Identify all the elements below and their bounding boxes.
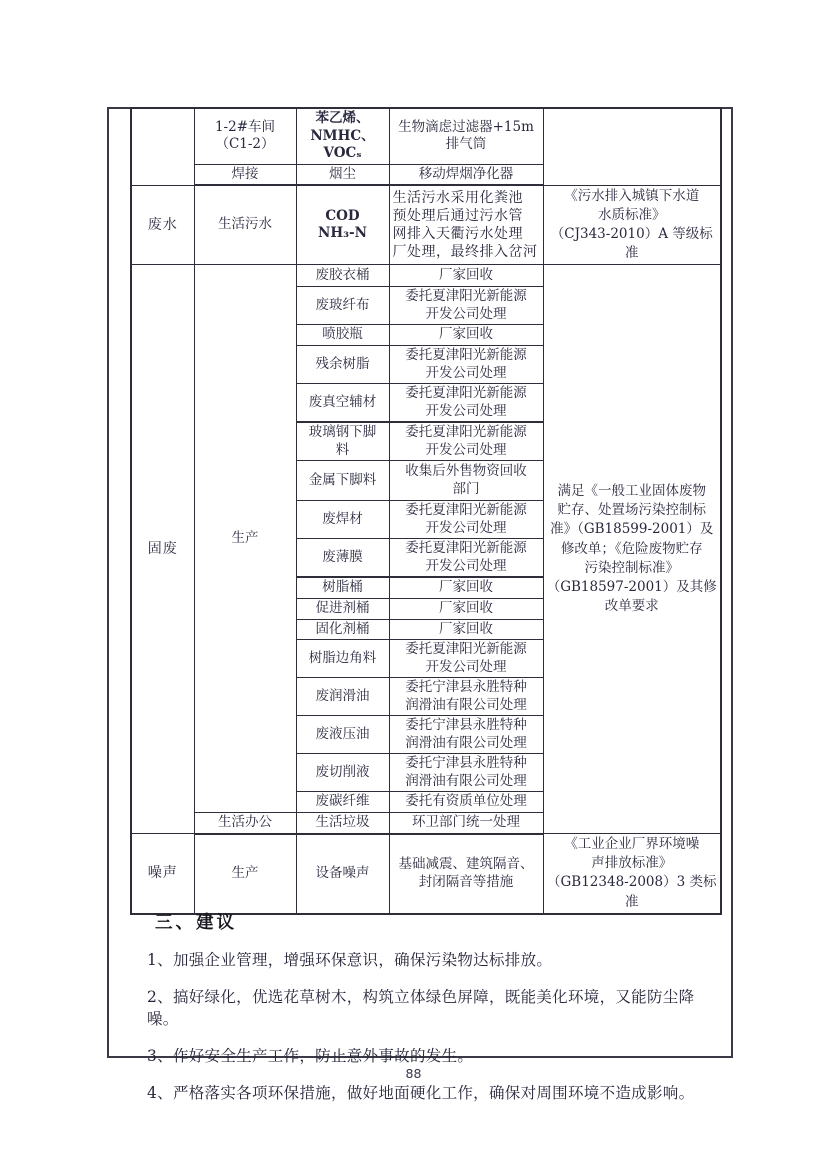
suggestion-item-4: 4、严格落实各项环保措施，做好地面硬化工作，确保对周围环境不造成影响。 [147, 1084, 695, 1102]
pollutant-cell: COD NH₃-N [296, 185, 389, 265]
waste-measure-cell: 委托夏津阳光新能源 开发公司处理 [389, 501, 543, 539]
waste-item-cell: 废润滑油 [296, 678, 389, 716]
source-cell: 生活办公 [194, 812, 296, 833]
standard-cell: 满足《一般工业固体废物 贮存、处置场污染控制标 准》（GB18599-2001）及 修改单；《危险废物贮存 污染控制标准》 （GB18597-2001）及其修 改单要求 [543, 265, 721, 834]
suggestions-heading: 三、建议 [155, 913, 237, 933]
waste-item-cell: 生活垃圾 [296, 812, 389, 833]
pollutant-cell: 烟尘 [296, 164, 389, 185]
waste-measure-cell: 环卫部门统一处理 [389, 812, 543, 833]
pollutant-cell: 设备噪声 [296, 834, 389, 914]
waste-measure-cell: 委托夏津阳光新能源 开发公司处理 [389, 287, 543, 325]
measure-cell: 生物滴虑过滤器+15m 排气筒 [389, 108, 543, 164]
waste-measure-cell: 收集后外售物资回收 部门 [389, 461, 543, 501]
source-cell: 生活污水 [194, 185, 296, 265]
waste-item-cell: 树脂边角料 [296, 640, 389, 678]
waste-item-cell: 废薄膜 [296, 539, 389, 578]
waste-measure-cell: 委托有资质单位处理 [389, 792, 543, 813]
category-cell: 固废 [131, 265, 194, 834]
table-row [131, 185, 721, 265]
waste-item-cell: 残余树脂 [296, 345, 389, 383]
waste-measure-cell: 委托宁津县永胜特种 润滑油有限公司处理 [389, 754, 543, 792]
measure-cell: 基础减震、建筑隔音、 封闭隔音等措施 [389, 834, 543, 914]
waste-item-cell: 废焊材 [296, 501, 389, 539]
waste-measure-cell: 厂家回收 [389, 619, 543, 640]
page-number: 88 [405, 1066, 422, 1081]
source-cell: 生产 [194, 265, 296, 813]
waste-item-cell: 废玻纤布 [296, 287, 389, 325]
standard-cell: 《工业企业厂界环境噪 声排放标准》 （GB12348-2008）3 类标 准 [543, 834, 721, 914]
waste-item-cell: 废液压油 [296, 716, 389, 754]
table-row [131, 108, 721, 164]
category-cell: 噪声 [131, 834, 194, 914]
waste-measure-cell: 委托夏津阳光新能源 开发公司处理 [389, 384, 543, 423]
waste-measure-cell: 委托宁津县永胜特种 润滑油有限公司处理 [389, 716, 543, 754]
waste-measure-cell: 厂家回收 [389, 577, 543, 598]
waste-item-cell: 固化剂桶 [296, 619, 389, 640]
standard-cell: 《污水排入城镇下水道 水质标准》 （CJ343-2010）A 等级标 准 [543, 185, 721, 265]
waste-item-cell: 树脂桶 [296, 577, 389, 598]
waste-item-cell: 促进剂桶 [296, 598, 389, 619]
suggestion-item-1: 1、加强企业管理，增强环保意识，确保污染物达标排放。 [147, 951, 553, 969]
waste-measure-cell: 委托夏津阳光新能源 开发公司处理 [389, 345, 543, 383]
measure-cell: 生活污水采用化粪池 预处理后通过污水管 网排入天衢污水处理 厂处理，最终排入岔河 [389, 185, 543, 265]
source-cell: 生产 [194, 834, 296, 914]
waste-measure-cell: 委托宁津县永胜特种 润滑油有限公司处理 [389, 678, 543, 716]
category-cell: 废水 [131, 185, 194, 265]
waste-measure-cell: 委托夏津阳光新能源 开发公司处理 [389, 539, 543, 578]
suggestions-section [109, 897, 731, 1118]
waste-item-cell: 金属下脚料 [296, 461, 389, 501]
table-row [131, 265, 721, 287]
waste-measure-cell: 委托夏津阳光新能源 开发公司处理 [389, 422, 543, 461]
waste-measure-cell: 委托夏津阳光新能源 开发公司处理 [389, 640, 543, 678]
waste-item-cell: 玻璃钢下脚 料 [296, 422, 389, 461]
waste-item-cell: 废胶衣桶 [296, 265, 389, 287]
waste-item-cell: 废切削液 [296, 754, 389, 792]
measure-cell: 移动焊烟净化器 [389, 164, 543, 185]
waste-measure-cell: 厂家回收 [389, 598, 543, 619]
waste-item-cell: 废真空辅材 [296, 384, 389, 423]
pollution-control-table [130, 107, 722, 915]
pollutant-cell: 苯乙烯、 NMHC、 VOCₛ [296, 108, 389, 164]
suggestion-item-3: 3、作好安全生产工作，防止意外事故的发生。 [147, 1047, 474, 1065]
waste-measure-cell: 厂家回收 [389, 325, 543, 346]
category-cell-empty [131, 108, 194, 185]
suggestion-item-2: 2、搞好绿化，优选花草树木，构筑立体绿色屏障，既能美化环境，又能防尘降噪。 [147, 988, 695, 1028]
source-cell: 焊接 [194, 164, 296, 185]
waste-item-cell: 废碳纤维 [296, 792, 389, 813]
standard-cell-empty [543, 108, 721, 185]
source-cell: 1-2#车间 （C1-2） [194, 108, 296, 164]
waste-measure-cell: 厂家回收 [389, 265, 543, 287]
waste-item-cell: 喷胶瓶 [296, 325, 389, 346]
